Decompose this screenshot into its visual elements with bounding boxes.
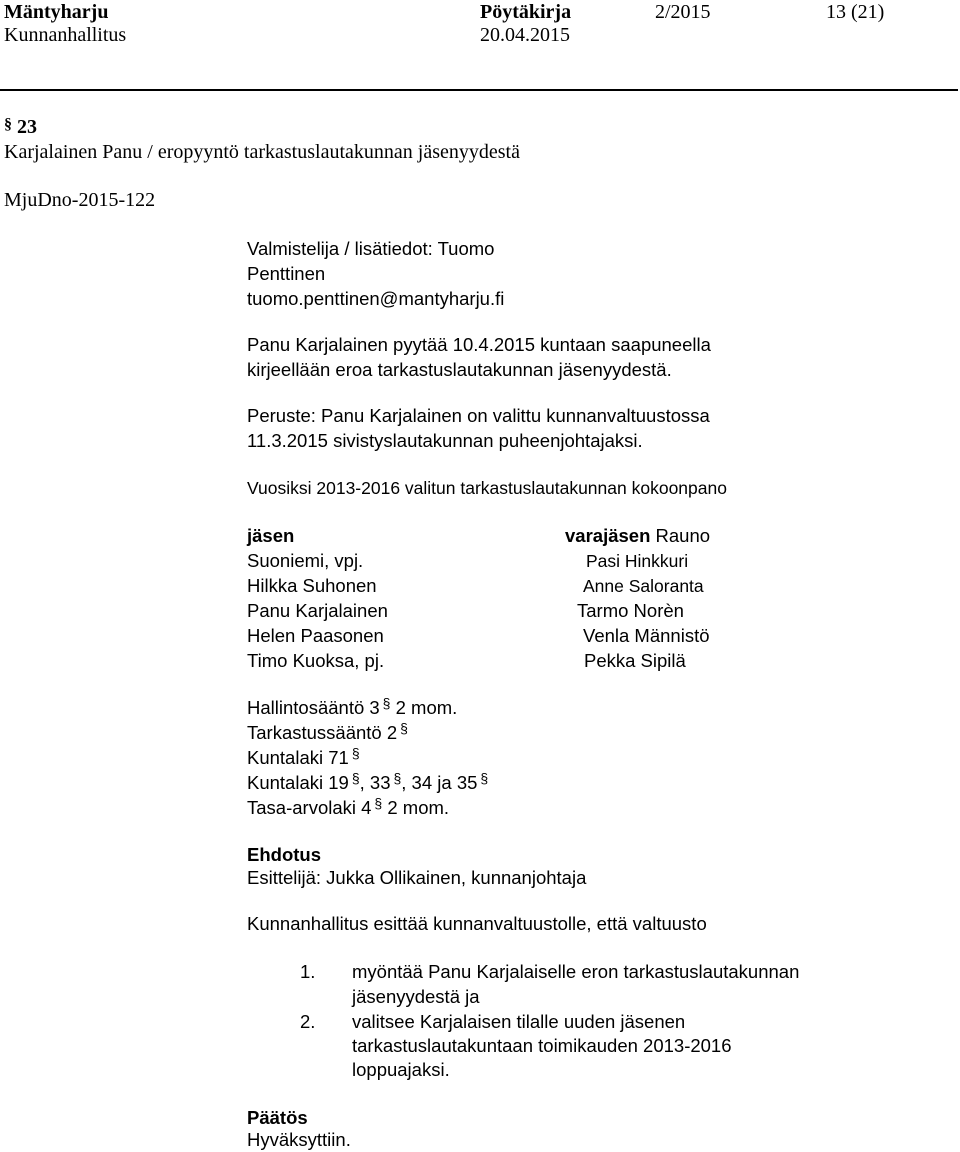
law-ref-4 <box>247 771 488 796</box>
section-sign: § <box>480 770 489 786</box>
decision-heading: Päätös <box>247 1107 308 1128</box>
member-column-header: jäsen <box>247 525 295 546</box>
member-3: Panu Karjalainen <box>247 600 388 621</box>
member-4: Helen Paasonen <box>247 625 384 646</box>
item-1-number: 1. <box>300 961 316 982</box>
member-2: Hilkka Suhonen <box>247 575 377 596</box>
deputy-3: Tarmo Norèn <box>577 600 684 621</box>
law-ref-5 <box>247 796 449 821</box>
deputy-header-label: varajäsen <box>565 525 651 546</box>
proposal-item-1 <box>300 960 799 984</box>
document-number: 2/2015 <box>655 1 711 23</box>
item-2-line2: tarkastuslautakuntaan toimikauden 2013-2016 <box>352 1035 732 1056</box>
law-ref-1-text: Hallintosääntö 3 <box>247 697 380 718</box>
meeting-date: 20.04.2015 <box>480 24 570 46</box>
law-ref-5-text: Tasa-arvolaki 4 <box>247 797 372 818</box>
law-ref-2 <box>247 721 408 746</box>
proposal-intro: Kunnanhallitus esittää kunnanvaltuustolle, että valtuusto <box>247 913 707 934</box>
page-number: 13 (21) <box>826 1 885 23</box>
decision-text: Hyväksyttiin. <box>247 1129 351 1150</box>
preparer-line2: Penttinen <box>247 263 326 284</box>
proposal-item-2 <box>300 1010 685 1034</box>
law-ref-4-d: ja 35 <box>437 772 478 793</box>
deputy-column-header <box>565 524 710 548</box>
deputy-5: Pekka Sipilä <box>584 650 686 671</box>
section-sign: § <box>382 695 391 711</box>
law-ref-2-text: Tarkastussääntö 2 <box>247 722 398 743</box>
section-title: Karjalainen Panu / eropyyntö tarkastuslautakunnan jäsenyydestä <box>4 141 520 163</box>
section-sign: § <box>393 770 402 786</box>
proposal-heading: Ehdotus <box>247 844 321 865</box>
reason-line1: Peruste: Panu Karjalainen on valittu kunnanvaltuustossa <box>247 405 710 426</box>
section-heading <box>4 115 37 141</box>
deputy-1: Pasi Hinkkuri <box>586 551 689 571</box>
law-ref-5-mom: 2 mom. <box>387 797 450 818</box>
law-ref-3-text: Kuntalaki 71 <box>247 747 349 768</box>
section-number: 23 <box>17 116 37 138</box>
preparer-line1: Valmistelija / lisätiedot: Tuomo <box>247 238 495 259</box>
request-line1: Panu Karjalainen pyytää 10.4.2015 kuntaan saapuneella <box>247 334 711 355</box>
member-1: Suoniemi, vpj. <box>247 550 364 571</box>
section-sign: § <box>374 795 383 811</box>
section-sign: § <box>351 745 360 761</box>
item-1-line1: myöntää Panu Karjalaiselle eron tarkastuslautakunnan <box>352 961 800 982</box>
deputy-header-name: Rauno <box>655 525 711 546</box>
item-2-number: 2. <box>300 1011 316 1032</box>
law-ref-3 <box>247 746 360 771</box>
member-5: Timo Kuoksa, pj. <box>247 650 385 671</box>
municipality-name: Mäntyharju <box>4 1 109 23</box>
law-ref-1-mom: 2 mom. <box>395 697 458 718</box>
deputy-2: Anne Saloranta <box>583 576 704 596</box>
preparer-email: tuomo.penttinen@mantyharju.fi <box>247 288 505 309</box>
section-sign: § <box>351 770 360 786</box>
header-divider <box>0 89 958 91</box>
composition-title: Vuosiksi 2013-2016 valitun tarkastuslautakunnan kokoonpano <box>247 478 727 498</box>
law-ref-4-c: , 34 <box>401 772 433 793</box>
law-ref-1 <box>247 696 457 721</box>
item-2-line3: loppuajaksi. <box>352 1059 450 1080</box>
law-ref-4-text: Kuntalaki 19 <box>247 772 349 793</box>
item-2-line1: valitsee Karjalaisen tilalle uuden jäsenen <box>352 1011 686 1032</box>
proposal-presenter: Esittelijä: Jukka Ollikainen, kunnanjohtaja <box>247 867 587 888</box>
document-type: Pöytäkirja <box>480 1 572 23</box>
section-symbol: § <box>4 116 12 133</box>
reason-line2: 11.3.2015 sivistyslautakunnan puheenjohtajaksi. <box>247 430 643 451</box>
law-ref-4-b: , 33 <box>359 772 391 793</box>
request-line2: kirjeellään eroa tarkastuslautakunnan jäsenyydestä. <box>247 359 672 380</box>
section-sign: § <box>400 720 408 736</box>
deputy-4: Venla Männistö <box>583 625 710 646</box>
body-name: Kunnanhallitus <box>4 24 127 46</box>
item-1-line2: jäsenyydestä ja <box>352 986 480 1007</box>
dno: MjuDno-2015-122 <box>4 189 156 211</box>
